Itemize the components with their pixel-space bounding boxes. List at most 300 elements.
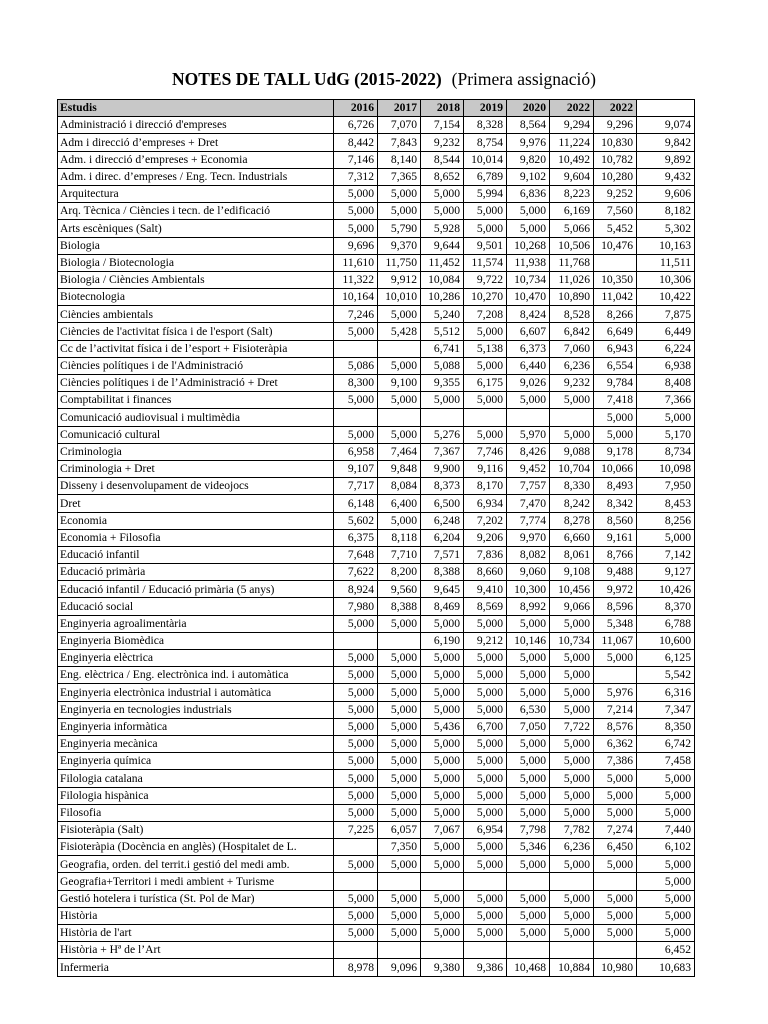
grade-cell: 6,607 (507, 323, 550, 340)
grade-cell: 5,000 (594, 925, 637, 942)
grade-cell: 5,000 (334, 185, 378, 202)
grade-cell: 10,300 (507, 581, 550, 598)
grade-cell: 5,000 (637, 409, 695, 426)
grade-cell: 5,000 (378, 426, 421, 443)
grade-cell: 6,175 (464, 375, 507, 392)
table-row (58, 598, 695, 615)
table-row (58, 392, 695, 409)
grade-cell: 8,300 (334, 375, 378, 392)
grade-cell: 5,000 (421, 684, 464, 701)
table-row (58, 821, 695, 838)
grade-cell: 5,000 (594, 907, 637, 924)
study-name-cell: Filologia catalana (58, 770, 334, 787)
table-row (58, 134, 695, 151)
grade-cell: 8,350 (637, 718, 695, 735)
table-row (58, 340, 695, 357)
grade-cell: 8,388 (378, 598, 421, 615)
study-name-cell: Educació infantil / Educació primària (5 anys) (58, 581, 334, 598)
study-name-cell: Fisioteràpia (Docència en anglès) (Hospitalet de L. (58, 839, 334, 856)
study-name-cell: Biologia / Biotecnologia (58, 254, 334, 271)
grade-cell: 8,408 (637, 375, 695, 392)
grade-cell: 8,442 (334, 134, 378, 151)
grade-cell (378, 340, 421, 357)
grade-cell (594, 942, 637, 959)
table-header-row (58, 100, 695, 117)
grade-cell: 10,456 (550, 581, 594, 598)
study-name-cell: Biologia (58, 237, 334, 254)
table-row (58, 409, 695, 426)
grade-cell: 7,367 (421, 443, 464, 460)
grade-cell: 5,000 (594, 409, 637, 426)
grade-cell (464, 409, 507, 426)
grade-cell: 7,440 (637, 821, 695, 838)
grade-cell: 5,000 (334, 203, 378, 220)
study-name-cell: Enginyeria en tecnologies industrials (58, 701, 334, 718)
grade-cell: 6,190 (421, 632, 464, 649)
grade-cell: 8,734 (637, 443, 695, 460)
grade-cell: 6,204 (421, 529, 464, 546)
grade-cell: 5,000 (637, 873, 695, 890)
grade-cell: 5,436 (421, 718, 464, 735)
grade-cell: 5,000 (464, 667, 507, 684)
grade-cell: 5,000 (378, 907, 421, 924)
grade-cell: 5,000 (550, 667, 594, 684)
grade-cell: 5,346 (507, 839, 550, 856)
table-row (58, 254, 695, 271)
grade-cell (334, 942, 378, 959)
grade-cell: 8,200 (378, 564, 421, 581)
grade-cell: 5,000 (378, 804, 421, 821)
grade-cell: 5,000 (550, 735, 594, 752)
grade-cell: 5,000 (507, 770, 550, 787)
grade-cell: 7,710 (378, 546, 421, 563)
grade-cell (334, 632, 378, 649)
study-name-cell: Ciències de l'activitat física i de l'esport (Salt) (58, 323, 334, 340)
grade-cell: 10,098 (637, 460, 695, 477)
grade-cell: 8,182 (637, 203, 695, 220)
grade-cell: 8,370 (637, 598, 695, 615)
grade-cell: 8,992 (507, 598, 550, 615)
study-name-cell: Història (58, 907, 334, 924)
grade-cell: 5,000 (334, 890, 378, 907)
grade-cell: 5,976 (594, 684, 637, 701)
table-row (58, 650, 695, 667)
grade-cell: 5,000 (421, 839, 464, 856)
grade-cell: 10,426 (637, 581, 695, 598)
grade-cell: 5,000 (637, 890, 695, 907)
table-row (58, 804, 695, 821)
table-row (58, 959, 695, 976)
grade-cell: 5,000 (464, 684, 507, 701)
grade-cell: 10,704 (550, 460, 594, 477)
grade-cell: 10,683 (637, 959, 695, 976)
grade-cell: 6,452 (637, 942, 695, 959)
table-row (58, 890, 695, 907)
grade-cell: 9,380 (421, 959, 464, 976)
grade-cell: 6,057 (378, 821, 421, 838)
grade-cell: 9,161 (594, 529, 637, 546)
grade-cell (550, 942, 594, 959)
grade-cell (334, 873, 378, 890)
grade-cell: 9,294 (550, 117, 594, 134)
grade-cell: 5,000 (507, 804, 550, 821)
grade-cell: 9,606 (637, 185, 695, 202)
grade-cell (378, 632, 421, 649)
grade-cell: 7,470 (507, 495, 550, 512)
table-row (58, 615, 695, 632)
grade-cell: 8,564 (507, 117, 550, 134)
grade-cell: 5,000 (464, 220, 507, 237)
grade-cell: 8,424 (507, 306, 550, 323)
study-name-cell: Comptabilitat i finances (58, 392, 334, 409)
table-row (58, 718, 695, 735)
grade-cell: 7,202 (464, 512, 507, 529)
grade-cell: 5,000 (421, 615, 464, 632)
grade-cell: 5,000 (421, 185, 464, 202)
grade-cell: 5,000 (421, 856, 464, 873)
study-name-cell: Economia (58, 512, 334, 529)
grade-cell: 7,571 (421, 546, 464, 563)
grade-cell: 5,000 (421, 392, 464, 409)
grade-cell: 6,400 (378, 495, 421, 512)
table-row (58, 151, 695, 168)
grade-cell (334, 409, 378, 426)
grade-cell: 5,000 (421, 907, 464, 924)
grade-cell (594, 873, 637, 890)
grade-cell: 5,000 (464, 787, 507, 804)
study-name-cell: Fisioteràpia (Salt) (58, 821, 334, 838)
grade-cell: 7,070 (378, 117, 421, 134)
table-row (58, 460, 695, 477)
grade-cell (594, 254, 637, 271)
grade-cell: 5,000 (378, 650, 421, 667)
grade-cell: 5,000 (594, 856, 637, 873)
grade-cell: 10,268 (507, 237, 550, 254)
grade-cell: 5,000 (378, 684, 421, 701)
grade-cell: 7,722 (550, 718, 594, 735)
grade-cell: 5,000 (421, 890, 464, 907)
grade-cell: 5,000 (334, 770, 378, 787)
study-name-cell: Criminologia + Dret (58, 460, 334, 477)
grade-cell: 9,074 (637, 117, 695, 134)
grade-cell: 9,212 (464, 632, 507, 649)
grade-cell: 9,102 (507, 168, 550, 185)
grade-cell: 5,000 (378, 512, 421, 529)
grade-cell: 9,972 (594, 581, 637, 598)
grade-cell: 10,492 (550, 151, 594, 168)
grade-cell: 10,014 (464, 151, 507, 168)
grade-cell: 5,000 (334, 667, 378, 684)
study-name-cell: Educació primària (58, 564, 334, 581)
grade-cell: 7,622 (334, 564, 378, 581)
grade-cell: 7,274 (594, 821, 637, 838)
grade-cell: 10,470 (507, 289, 550, 306)
grade-cell: 9,488 (594, 564, 637, 581)
grade-cell: 5,000 (507, 650, 550, 667)
table-row (58, 375, 695, 392)
grade-cell: 6,660 (550, 529, 594, 546)
grade-cell: 8,170 (464, 478, 507, 495)
grade-cell: 7,347 (637, 701, 695, 718)
grade-cell: 5,000 (378, 185, 421, 202)
grade-cell: 9,232 (550, 375, 594, 392)
grade-cell: 7,067 (421, 821, 464, 838)
grade-cell: 5,000 (550, 701, 594, 718)
grade-cell: 9,892 (637, 151, 695, 168)
grade-cell: 6,943 (594, 340, 637, 357)
study-name-cell: Biotecnologia (58, 289, 334, 306)
grade-cell: 5,000 (421, 804, 464, 821)
table-body (58, 117, 695, 976)
grade-cell: 7,746 (464, 443, 507, 460)
grade-cell: 6,726 (334, 117, 378, 134)
grade-cell: 10,350 (594, 271, 637, 288)
grade-cell: 5,066 (550, 220, 594, 237)
grade-cell: 9,604 (550, 168, 594, 185)
grade-cell: 5,000 (507, 787, 550, 804)
grade-cell: 9,088 (550, 443, 594, 460)
grade-cell: 5,000 (464, 735, 507, 752)
study-name-cell: Enginyeria química (58, 753, 334, 770)
grade-cell: 7,648 (334, 546, 378, 563)
grade-cell: 7,246 (334, 306, 378, 323)
grade-cell: 7,208 (464, 306, 507, 323)
grade-cell: 5,000 (464, 839, 507, 856)
grade-cell: 5,000 (421, 753, 464, 770)
grade-cell: 5,000 (507, 615, 550, 632)
grade-cell: 9,100 (378, 375, 421, 392)
table-row (58, 323, 695, 340)
grade-cell: 5,790 (378, 220, 421, 237)
table-row (58, 564, 695, 581)
grade-cell: 8,330 (550, 478, 594, 495)
grade-cell: 7,418 (594, 392, 637, 409)
grade-cell: 8,426 (507, 443, 550, 460)
grade-cell: 9,900 (421, 460, 464, 477)
study-name-cell: Adm i direcció d’empreses + Dret (58, 134, 334, 151)
grade-cell (378, 873, 421, 890)
grade-cell: 5,000 (507, 890, 550, 907)
grade-cell: 5,348 (594, 615, 637, 632)
study-name-cell: Comunicació audiovisual i multimèdia (58, 409, 334, 426)
grade-cell: 5,170 (637, 426, 695, 443)
grade-cell: 8,978 (334, 959, 378, 976)
grade-cell: 5,000 (637, 529, 695, 546)
grade-cell: 10,286 (421, 289, 464, 306)
grade-cell: 6,224 (637, 340, 695, 357)
table-row (58, 907, 695, 924)
grade-cell: 5,000 (464, 323, 507, 340)
grade-cell: 9,848 (378, 460, 421, 477)
grade-cell: 8,453 (637, 495, 695, 512)
grade-cell: 5,000 (550, 753, 594, 770)
grade-cell: 5,000 (378, 925, 421, 942)
grade-cell: 9,644 (421, 237, 464, 254)
table-row (58, 220, 695, 237)
grade-cell: 9,410 (464, 581, 507, 598)
grade-cell: 7,798 (507, 821, 550, 838)
grade-cell: 10,280 (594, 168, 637, 185)
table-row (58, 357, 695, 374)
grade-cell: 5,000 (334, 426, 378, 443)
study-name-cell: Cc de l’activitat física i de l’esport + Fisioteràpia (58, 340, 334, 357)
grade-cell (378, 942, 421, 959)
cutoff-grades-table (57, 99, 695, 977)
study-name-cell: Criminologia (58, 443, 334, 460)
table-row (58, 701, 695, 718)
table-row (58, 529, 695, 546)
table-row (58, 770, 695, 787)
grade-cell: 6,440 (507, 357, 550, 374)
grade-cell: 7,717 (334, 478, 378, 495)
grade-cell: 10,600 (637, 632, 695, 649)
grade-cell: 8,766 (594, 546, 637, 563)
grade-cell: 7,312 (334, 168, 378, 185)
study-name-cell: Ciències ambientals (58, 306, 334, 323)
grade-cell: 5,000 (464, 701, 507, 718)
grade-cell: 6,362 (594, 735, 637, 752)
study-name-cell: Enginyeria electrònica industrial i automàtica (58, 684, 334, 701)
grade-cell: 7,843 (378, 134, 421, 151)
study-name-cell: Ciències polítiques i de l’Administració + Dret (58, 375, 334, 392)
grade-cell: 5,000 (464, 804, 507, 821)
grade-cell (550, 409, 594, 426)
grade-cell (378, 409, 421, 426)
grade-cell: 9,432 (637, 168, 695, 185)
grade-cell: 5,000 (550, 925, 594, 942)
grade-cell: 5,000 (334, 804, 378, 821)
table-row (58, 237, 695, 254)
grade-cell: 8,223 (550, 185, 594, 202)
study-name-cell: Geografia, orden. del territ.i gestió del medi amb. (58, 856, 334, 873)
grade-cell: 5,000 (637, 907, 695, 924)
table-row (58, 495, 695, 512)
grade-cell: 8,266 (594, 306, 637, 323)
study-name-cell: Adm. i direc. d’empreses / Eng. Tecn. Industrials (58, 168, 334, 185)
table-row (58, 873, 695, 890)
grade-cell: 5,000 (334, 323, 378, 340)
grade-cell: 8,660 (464, 564, 507, 581)
grade-cell: 8,652 (421, 168, 464, 185)
grade-cell: 7,774 (507, 512, 550, 529)
grade-cell: 7,458 (637, 753, 695, 770)
grade-cell (421, 409, 464, 426)
grade-cell: 5,000 (507, 220, 550, 237)
grade-cell: 5,000 (507, 684, 550, 701)
table-row (58, 735, 695, 752)
grade-cell (464, 942, 507, 959)
grade-cell: 6,500 (421, 495, 464, 512)
grade-cell: 11,452 (421, 254, 464, 271)
grade-cell: 6,236 (550, 357, 594, 374)
grade-cell: 5,000 (594, 770, 637, 787)
grade-cell: 5,000 (637, 804, 695, 821)
grade-cell: 5,000 (421, 925, 464, 942)
table-row (58, 632, 695, 649)
grade-cell: 9,645 (421, 581, 464, 598)
study-name-cell: Educació infantil (58, 546, 334, 563)
grade-cell: 5,302 (637, 220, 695, 237)
grade-cell: 5,000 (378, 203, 421, 220)
grade-cell: 5,000 (421, 203, 464, 220)
grade-cell: 7,836 (464, 546, 507, 563)
grade-cell: 5,000 (507, 753, 550, 770)
study-name-cell: Arquitectura (58, 185, 334, 202)
grade-cell: 6,836 (507, 185, 550, 202)
grade-cell: 9,178 (594, 443, 637, 460)
grade-cell: 5,000 (464, 392, 507, 409)
grade-cell: 6,148 (334, 495, 378, 512)
grade-cell: 10,830 (594, 134, 637, 151)
grade-cell: 5,000 (507, 735, 550, 752)
grade-cell: 9,386 (464, 959, 507, 976)
grade-cell: 6,530 (507, 701, 550, 718)
grade-cell: 5,994 (464, 185, 507, 202)
grade-cell: 6,375 (334, 529, 378, 546)
grade-cell: 9,107 (334, 460, 378, 477)
grade-cell: 9,066 (550, 598, 594, 615)
grade-cell: 6,649 (594, 323, 637, 340)
grade-cell: 5,452 (594, 220, 637, 237)
grade-cell (507, 942, 550, 959)
grade-cell: 7,142 (637, 546, 695, 563)
grade-cell: 7,214 (594, 701, 637, 718)
grade-cell: 5,000 (334, 650, 378, 667)
grade-cell: 5,000 (334, 735, 378, 752)
grade-cell: 6,373 (507, 340, 550, 357)
study-name-cell: Filologia hispànica (58, 787, 334, 804)
grade-cell: 6,449 (637, 323, 695, 340)
column-header-year: 2020 (507, 100, 550, 117)
grade-cell: 5,000 (637, 856, 695, 873)
study-name-cell: Ciències polítiques i de l'Administració (58, 357, 334, 374)
grade-cell: 5,138 (464, 340, 507, 357)
grade-cell: 6,125 (637, 650, 695, 667)
grade-cell: 5,000 (334, 392, 378, 409)
grade-cell: 5,000 (334, 615, 378, 632)
grade-cell: 5,000 (421, 667, 464, 684)
grade-cell: 5,000 (550, 770, 594, 787)
table-row (58, 306, 695, 323)
table-row (58, 426, 695, 443)
grade-cell: 8,469 (421, 598, 464, 615)
grade-cell: 10,066 (594, 460, 637, 477)
grade-cell: 5,000 (594, 804, 637, 821)
grade-cell: 8,560 (594, 512, 637, 529)
grade-cell: 5,000 (421, 735, 464, 752)
table-row (58, 839, 695, 856)
grade-cell: 7,060 (550, 340, 594, 357)
grade-cell (334, 839, 378, 856)
title-subtitle: (Primera assignació) (451, 69, 596, 89)
grade-cell: 5,000 (550, 890, 594, 907)
grade-cell: 7,366 (637, 392, 695, 409)
column-header-studies: Estudis (58, 100, 334, 117)
grade-cell (421, 942, 464, 959)
grade-cell: 6,842 (550, 323, 594, 340)
page-title (0, 69, 768, 90)
table-row (58, 684, 695, 701)
column-header-empty (637, 100, 695, 117)
grade-cell: 10,506 (550, 237, 594, 254)
column-header-year: 2016 (334, 100, 378, 117)
grade-cell: 6,102 (637, 839, 695, 856)
grade-cell: 8,140 (378, 151, 421, 168)
grade-cell: 5,000 (421, 701, 464, 718)
grade-cell: 5,000 (464, 357, 507, 374)
grade-cell: 8,242 (550, 495, 594, 512)
grade-cell: 9,722 (464, 271, 507, 288)
